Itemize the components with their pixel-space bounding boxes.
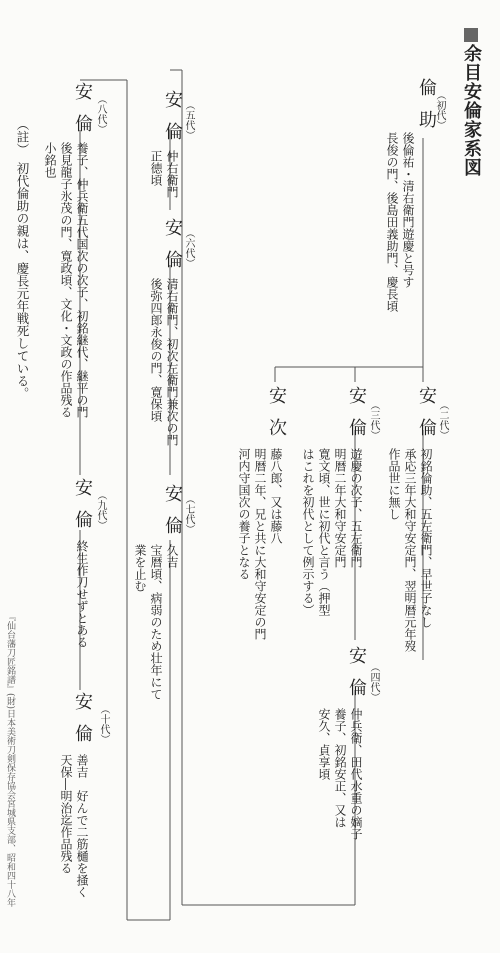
person-note-6b: 後弥四郎永俊の門、寛保頃 [149, 278, 163, 422]
person-note-3d: はこれを初代として例示する） [301, 448, 315, 616]
person-note-7b: 宝暦頃、病弱のため壮年にて [149, 544, 163, 700]
footnote [14, 118, 30, 399]
person-note-8c: 小銘也 [43, 142, 57, 178]
person-note-3c: 寛文頃、世に初代と言う（押型 [317, 448, 331, 616]
person-note-1a: 後倫祐・清右衛門遊慶と号す [401, 132, 415, 288]
footnote-label: （註） [15, 118, 30, 156]
person-note-3b: 明暦二年大和守安定門 [333, 448, 347, 568]
person-name-3: 安倫 [346, 386, 367, 450]
person-name-1: 倫助 [416, 78, 437, 142]
person-note-7c: 業を止む [133, 544, 147, 592]
person-note-2a: 初銘倫助、五左衛門、早世子なし [419, 448, 433, 628]
person-note-10b: 天保―明治迄作品残る [59, 754, 73, 874]
person-note-8a: 養子、仲兵衛五代国次の次子、初銘継代、継平の門 [75, 142, 89, 418]
gen-label-4: （四代） [368, 662, 379, 702]
person-note-2c: 作品世に無し [387, 448, 401, 520]
person-note-anji-a: 藤八郎、又は藤八 [269, 448, 283, 544]
person-note-anji-b: 明暦二年、兄と共に大和守安定の門 [253, 448, 267, 640]
person-name-10: 安倫 [72, 692, 93, 756]
person-note-anji-c: 河内守国次の養子となる [237, 448, 251, 580]
person-note-7a: 久吉 [165, 544, 179, 568]
person-note-3a: 遊慶の次子、五左衛門 [349, 448, 363, 568]
gen-label-9: （九代） [95, 490, 106, 530]
person-note-10a: 善吉 好んで二筋樋を掻く [75, 754, 89, 898]
source-citation: 『仙台藩刀匠銘譜』(財)日本美術刀剣保存協会宮城県支部、昭和四十八年 [5, 612, 15, 908]
person-note-6a: 清右衛門、初次左衛門兼次の門 [165, 278, 179, 446]
page-title: 余目安倫家系図 [458, 28, 484, 177]
person-note-4c: 安久、貞享頃 [317, 708, 331, 780]
gen-label-5: （五代） [183, 100, 194, 140]
person-name-7: 安倫 [162, 484, 183, 548]
person-note-8b: 後見龍子氷茂の門、寛政頃、文化・文政の作品残る [59, 142, 73, 418]
gen-label-8: （八代） [95, 94, 106, 134]
person-name-6: 安倫 [162, 218, 183, 282]
person-note-4b: 養子、初銘安正、又は [333, 708, 347, 828]
person-note-5a: 仲右衛門 [165, 150, 179, 198]
person-name-5: 安倫 [162, 90, 183, 154]
person-note-9a: 終生作刀せずとある [75, 540, 89, 648]
person-name-9: 安倫 [72, 478, 93, 542]
person-name-2: 安倫 [416, 386, 437, 450]
gen-label-7: （七代） [183, 494, 194, 534]
person-name-4: 安倫 [346, 646, 367, 710]
gen-label-3: （三代） [368, 400, 379, 440]
person-note-4a: 仲兵衛、田代水重の嫡子 [349, 708, 363, 840]
person-name-anji: 安次 [266, 386, 287, 450]
gen-label-2: （二代） [437, 400, 448, 440]
person-name-8: 安倫 [72, 82, 93, 146]
person-note-5b: 正徳頃 [149, 150, 163, 186]
gen-label-10: （十代） [98, 704, 109, 744]
person-note-2b: 承応三年大和守安定門、翌明暦元年歿 [403, 448, 417, 652]
gen-label-1: （初代） [434, 90, 445, 130]
person-note-1b: 長俊の門、後島田義助門、慶長頃 [385, 132, 399, 312]
footnote-text: 初代倫助の親は、慶長元年戦死している。 [15, 161, 30, 399]
gen-label-6: （六代） [183, 228, 194, 268]
